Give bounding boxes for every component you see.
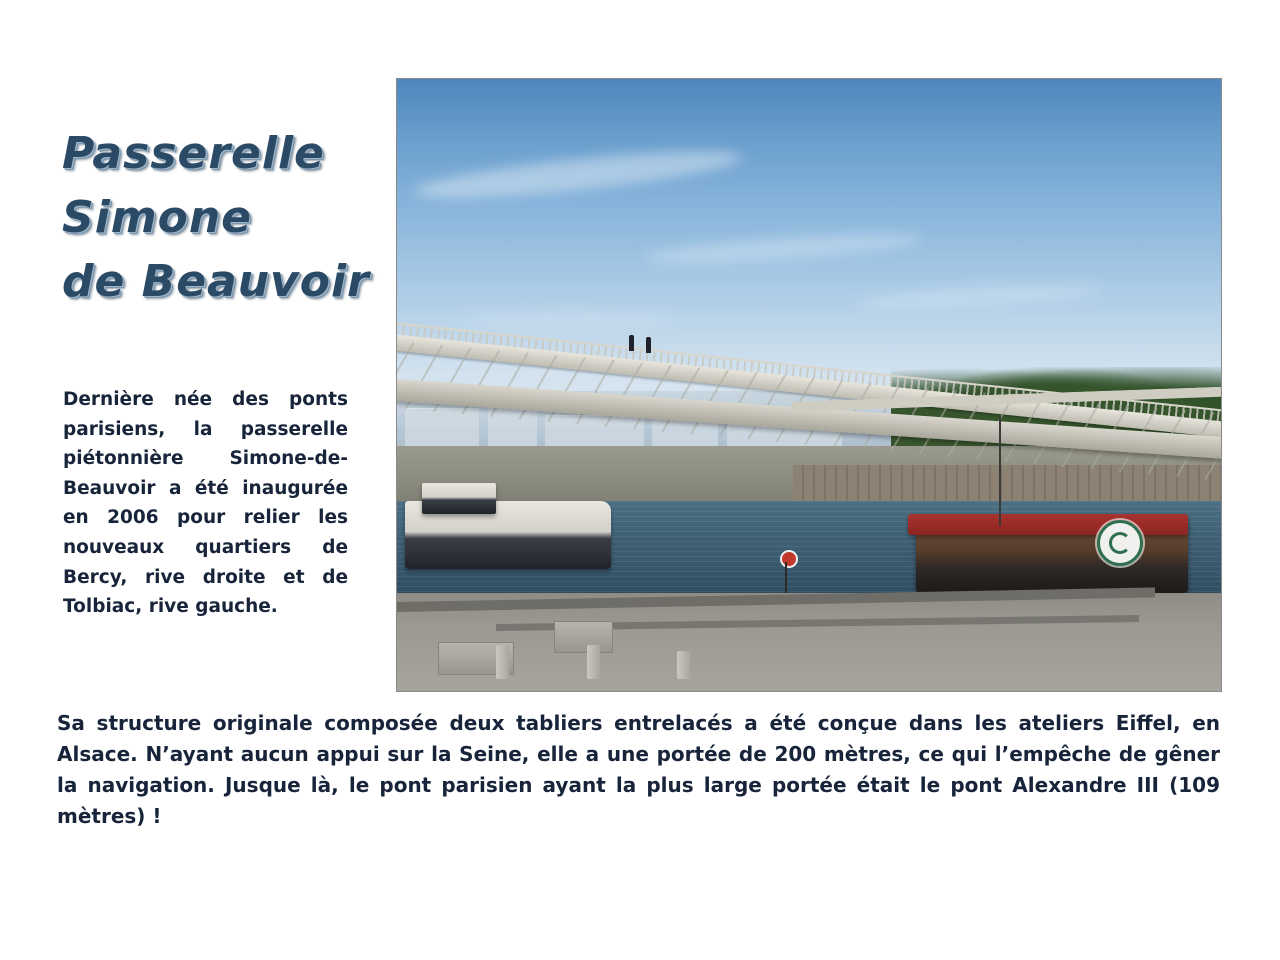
barge-red-roof — [908, 514, 1188, 535]
title-line-3: de Beauvoir — [62, 256, 370, 307]
barge-cabin — [422, 483, 496, 514]
bollard — [496, 645, 509, 679]
barge-mast — [999, 416, 1001, 526]
bollard — [677, 651, 690, 679]
intro-paragraph: Dernière née des ponts parisiens, la passerelle piétonnière Simone-de-Beauvoir a été inaugurée en 2006 pour relier les nouveaux quartiers de Bercy, rive droite et de Tolbiac, rive gauche. — [63, 389, 348, 618]
title-line-1: Passerelle — [62, 128, 325, 179]
concrete-block — [554, 621, 614, 654]
bridge-photo — [396, 78, 1222, 692]
pedestrian — [629, 335, 634, 351]
page-title — [62, 122, 402, 314]
bollard — [587, 645, 600, 679]
body-paragraph: Sa structure originale composée deux tabliers entrelacés a été conçue dans les ateliers Eiffel, en Alsace. N’ayant aucun appui sur la Seine, elle a une portée de 200 mètres, ce qui l’empêche de gêner la navigation. Jusque là, le pont parisien ayant la plus large portée était le pont Alexandre III (109 mètres) ! — [57, 711, 1220, 828]
circular-emblem-icon — [1097, 520, 1143, 566]
title-line-2: Simone — [62, 192, 253, 243]
photo-scene — [397, 79, 1221, 691]
footbridge — [397, 324, 1221, 483]
pedestrian — [646, 337, 651, 353]
